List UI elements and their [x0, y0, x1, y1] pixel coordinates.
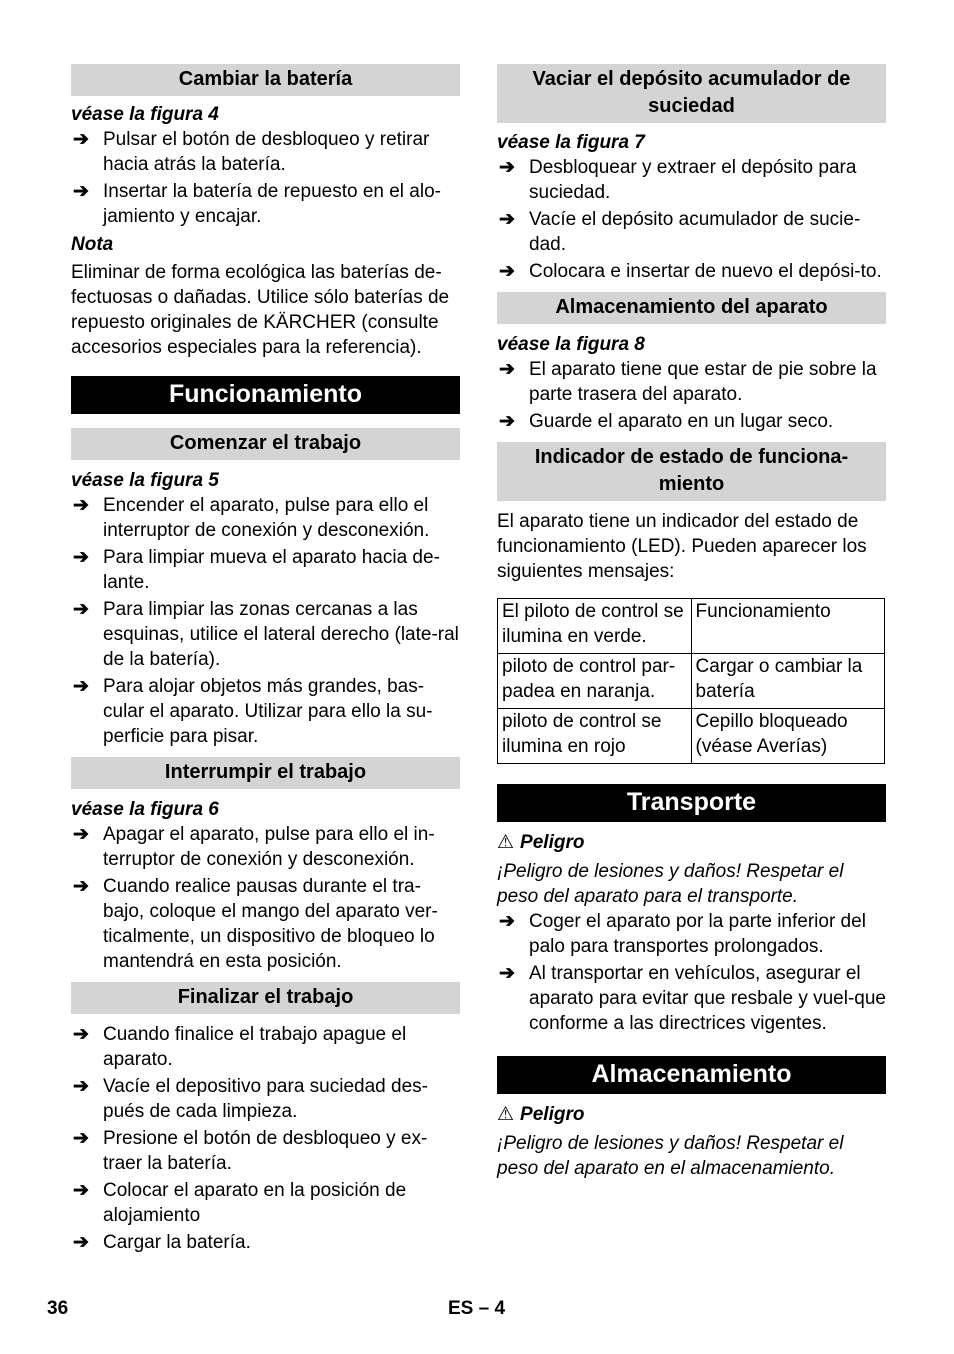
- chapter-heading-transport: Transporte: [497, 784, 886, 822]
- arrow-right-icon: ➔: [499, 411, 515, 432]
- step-list: [71, 127, 460, 229]
- arrow-right-icon: ➔: [499, 963, 515, 984]
- list-item: ➔ Encender el aparato, pulse para ello el interruptor de conexión y desconexión.: [73, 495, 430, 541]
- warning-title: Peligro: [520, 1104, 585, 1125]
- list-item: ➔ Insertar la batería de repuesto en el alo-jamiento y encajar.: [73, 181, 441, 227]
- table-cell: Funcionamiento: [691, 599, 885, 654]
- section-heading-status-indicator: Indicador de estado de funciona-miento: [497, 442, 886, 501]
- arrow-right-icon: ➔: [73, 129, 89, 150]
- list-item: ➔ Pulsar el botón de desbloqueo y retirar hacia atrás la batería.: [73, 129, 430, 175]
- list-item: ➔ Desbloquear y extraer el depósito para suciedad.: [499, 157, 857, 203]
- arrow-right-icon: ➔: [73, 181, 89, 202]
- warning-text: ¡Peligro de lesiones y daños! Respetar el peso del aparato en el almacenamiento.: [497, 1133, 844, 1179]
- list-item: ➔ Colocar el aparato en la posición de alojamiento: [73, 1180, 407, 1226]
- figure-reference: véase la figura 6: [71, 799, 219, 820]
- arrow-right-icon: ➔: [499, 209, 515, 230]
- section-heading-empty-container: Vaciar el depósito acumulador de suciedad: [497, 64, 886, 123]
- section-heading-start-work: Comenzar el trabajo: [71, 428, 460, 460]
- list-item: ➔ Para limpiar las zonas cercanas a las esquinas, utilice el lateral derecho (late-ral de la batería).: [73, 599, 459, 670]
- arrow-right-icon: ➔: [73, 495, 89, 516]
- arrow-right-icon: ➔: [499, 157, 515, 178]
- list-item: ➔ Presione el botón de desbloqueo y ex-traer la batería.: [73, 1128, 428, 1174]
- list-item: ➔ Para alojar objetos más grandes, bas-cular el aparato. Utilizar para ello la su-perficie para pisar.: [73, 676, 433, 747]
- arrow-right-icon: ➔: [73, 1232, 89, 1253]
- arrow-right-icon: ➔: [499, 911, 515, 932]
- chapter-heading-storage: Almacenamiento: [497, 1056, 886, 1094]
- figure-reference: véase la figura 4: [71, 104, 219, 125]
- section-heading-device-storage: Almacenamiento del aparato: [497, 292, 886, 324]
- step-list: [71, 493, 460, 749]
- figure-reference: véase la figura 5: [71, 470, 219, 491]
- table-row: [498, 709, 885, 764]
- chapter-heading-operation: Funcionamiento: [71, 376, 460, 414]
- arrow-right-icon: ➔: [499, 359, 515, 380]
- arrow-right-icon: ➔: [73, 824, 89, 845]
- indicator-description: El aparato tiene un indicador del estado de funcionamiento (LED). Pueden aparecer los siguientes mensajes:: [497, 511, 867, 582]
- warning-title: Peligro: [520, 832, 585, 853]
- list-item: ➔ Cuando finalice el trabajo apague el aparato.: [73, 1024, 407, 1070]
- step-list: [71, 1022, 460, 1255]
- section-heading-change-battery: Cambiar la batería: [71, 64, 460, 96]
- figure-reference: véase la figura 7: [497, 132, 645, 153]
- step-list: [497, 155, 886, 284]
- right-column: [497, 64, 886, 1181]
- page-number: 36: [47, 1298, 69, 1319]
- table-cell: piloto de control par-padea en naranja.: [498, 654, 692, 709]
- warning-triangle-icon: ⚠: [497, 1104, 515, 1125]
- section-heading-finish-work: Finalizar el trabajo: [71, 982, 460, 1014]
- warning-header: [497, 830, 886, 855]
- warning-header: [497, 1102, 886, 1127]
- table-cell: El piloto de control se ilumina en verde.: [498, 599, 692, 654]
- arrow-right-icon: ➔: [73, 1024, 89, 1045]
- warning-triangle-icon: ⚠: [497, 832, 515, 853]
- arrow-right-icon: ➔: [73, 1076, 89, 1097]
- step-list: [71, 822, 460, 974]
- step-list: [497, 357, 886, 434]
- arrow-right-icon: ➔: [73, 599, 89, 620]
- list-item: ➔ El aparato tiene que estar de pie sobre la parte trasera del aparato.: [499, 359, 877, 405]
- list-item: ➔ Para limpiar mueva el aparato hacia de-lante.: [73, 547, 440, 593]
- section-heading-interrupt-work: Interrumpir el trabajo: [71, 757, 460, 789]
- list-item: ➔ Guarde el aparato en un lugar seco.: [499, 411, 834, 432]
- list-item: ➔ Coger el aparato por la parte inferior del palo para transportes prolongados.: [499, 911, 866, 957]
- table-cell: Cepillo bloqueado (véase Averías): [691, 709, 885, 764]
- arrow-right-icon: ➔: [73, 547, 89, 568]
- table-row: [498, 599, 885, 654]
- arrow-right-icon: ➔: [499, 261, 515, 282]
- list-item: ➔ Vacíe el depositivo para suciedad des-pués de cada limpieza.: [73, 1076, 428, 1122]
- step-list: [497, 909, 886, 1036]
- table-cell: piloto de control se ilumina en rojo: [498, 709, 692, 764]
- note-title: Nota: [71, 234, 114, 255]
- arrow-right-icon: ➔: [73, 876, 89, 897]
- warning-text: ¡Peligro de lesiones y daños! Respetar el peso del aparato para el transporte.: [497, 861, 844, 907]
- list-item: ➔ Apagar el aparato, pulse para ello el in-terruptor de conexión y desconexión.: [73, 824, 435, 870]
- table-row: [498, 654, 885, 709]
- language-page-marker: ES – 4: [448, 1298, 506, 1319]
- arrow-right-icon: ➔: [73, 1180, 89, 1201]
- arrow-right-icon: ➔: [73, 1128, 89, 1149]
- note-text: Eliminar de forma ecológica las baterías de-fectuosas o dañadas. Utilice sólo baterías de repuesto originales de KÄRCHER (consulte accesorios especiales para la referencia).: [71, 262, 450, 358]
- table-cell: Cargar o cambiar la batería: [691, 654, 885, 709]
- arrow-right-icon: ➔: [73, 676, 89, 697]
- list-item: ➔ Colocara e insertar de nuevo el depósi-to.: [499, 261, 882, 282]
- list-item: ➔ Al transportar en vehículos, asegurar el aparato para evitar que resbale y vuel-que conforme a las directrices vigentes.: [499, 963, 887, 1034]
- list-item: ➔ Cargar la batería.: [73, 1232, 251, 1253]
- status-table: [497, 598, 885, 764]
- left-column: [71, 64, 460, 1257]
- list-item: ➔ Vacíe el depósito acumulador de sucie-dad.: [499, 209, 861, 255]
- figure-reference: véase la figura 8: [497, 334, 645, 355]
- list-item: ➔ Cuando realice pausas durante el tra-bajo, coloque el mango del aparato ver-ticalmente, un dispositivo de bloqueo lo mantendrá en esta posición.: [73, 876, 438, 972]
